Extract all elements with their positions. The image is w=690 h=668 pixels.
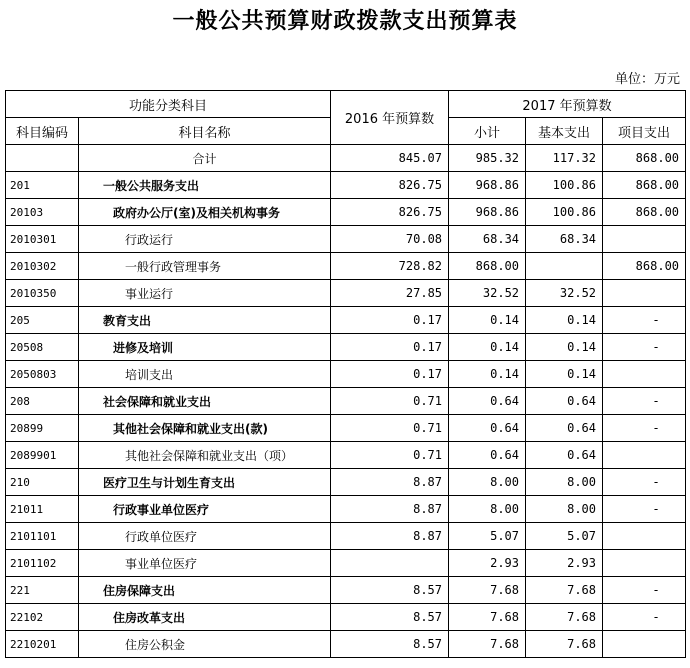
row-subtotal: 2.93 xyxy=(449,550,526,577)
row-project xyxy=(603,226,686,253)
row-b2016: 8.57 xyxy=(331,604,449,631)
row-project xyxy=(603,361,686,388)
total-project: 868.00 xyxy=(603,145,686,172)
row-code: 20103 xyxy=(6,199,79,226)
row-b2016: 728.82 xyxy=(331,253,449,280)
row-basic: 0.64 xyxy=(526,388,603,415)
row-b2016: 70.08 xyxy=(331,226,449,253)
header-subtotal: 小计 xyxy=(449,118,526,145)
total-b2016: 845.07 xyxy=(331,145,449,172)
row-code: 2010301 xyxy=(6,226,79,253)
row-name: 其他社会保障和就业支出(款) xyxy=(79,415,331,442)
table-row xyxy=(6,496,686,523)
row-project xyxy=(603,442,686,469)
row-name: 住房保障支出 xyxy=(79,577,331,604)
header-project: 项目支出 xyxy=(603,118,686,145)
header-row-1 xyxy=(6,91,686,118)
row-code: 208 xyxy=(6,388,79,415)
row-code: 2101101 xyxy=(6,523,79,550)
row-name: 行政事业单位医疗 xyxy=(79,496,331,523)
row-name: 一般行政管理事务 xyxy=(79,253,331,280)
total-label: 合计 xyxy=(79,145,331,172)
table-row xyxy=(6,577,686,604)
row-name: 事业运行 xyxy=(79,280,331,307)
row-project xyxy=(603,631,686,658)
row-name: 政府办公厅(室)及相关机构事务 xyxy=(79,199,331,226)
row-code: 20508 xyxy=(6,334,79,361)
row-subtotal: 5.07 xyxy=(449,523,526,550)
row-code: 201 xyxy=(6,172,79,199)
row-basic: 0.14 xyxy=(526,361,603,388)
row-project: - xyxy=(603,307,686,334)
table-row xyxy=(6,172,686,199)
row-basic: 68.34 xyxy=(526,226,603,253)
row-basic: 0.64 xyxy=(526,415,603,442)
row-name: 住房改革支出 xyxy=(79,604,331,631)
table-row xyxy=(6,415,686,442)
row-basic: 0.14 xyxy=(526,334,603,361)
row-subtotal: 8.00 xyxy=(449,469,526,496)
row-b2016: 826.75 xyxy=(331,199,449,226)
row-b2016: 27.85 xyxy=(331,280,449,307)
row-code: 20899 xyxy=(6,415,79,442)
row-name: 教育支出 xyxy=(79,307,331,334)
row-subtotal: 0.64 xyxy=(449,442,526,469)
row-name: 社会保障和就业支出 xyxy=(79,388,331,415)
row-project: - xyxy=(603,577,686,604)
table-row xyxy=(6,469,686,496)
row-code: 210 xyxy=(6,469,79,496)
row-project: 868.00 xyxy=(603,253,686,280)
row-b2016: 8.57 xyxy=(331,631,449,658)
row-basic: 32.52 xyxy=(526,280,603,307)
row-code: 22102 xyxy=(6,604,79,631)
row-b2016: 8.87 xyxy=(331,523,449,550)
row-subtotal: 0.64 xyxy=(449,388,526,415)
row-b2016: 0.71 xyxy=(331,415,449,442)
row-name: 一般公共服务支出 xyxy=(79,172,331,199)
table-row xyxy=(6,307,686,334)
row-basic: 0.14 xyxy=(526,307,603,334)
row-basic: 0.64 xyxy=(526,442,603,469)
header-name: 科目名称 xyxy=(79,118,331,145)
row-subtotal: 7.68 xyxy=(449,577,526,604)
row-subtotal: 0.14 xyxy=(449,307,526,334)
row-name: 行政运行 xyxy=(79,226,331,253)
row-project: - xyxy=(603,334,686,361)
row-code: 2010350 xyxy=(6,280,79,307)
row-code: 2101102 xyxy=(6,550,79,577)
header-func-group: 功能分类科目 xyxy=(6,91,331,118)
row-subtotal: 8.00 xyxy=(449,496,526,523)
row-b2016 xyxy=(331,550,449,577)
row-basic: 7.68 xyxy=(526,604,603,631)
row-name: 医疗卫生与计划生育支出 xyxy=(79,469,331,496)
row-basic: 7.68 xyxy=(526,631,603,658)
row-b2016: 8.87 xyxy=(331,469,449,496)
header-basic: 基本支出 xyxy=(526,118,603,145)
row-basic: 2.93 xyxy=(526,550,603,577)
row-subtotal: 7.68 xyxy=(449,631,526,658)
row-basic: 8.00 xyxy=(526,469,603,496)
row-subtotal: 68.34 xyxy=(449,226,526,253)
total-basic: 117.32 xyxy=(526,145,603,172)
table-row xyxy=(6,631,686,658)
row-project: - xyxy=(603,388,686,415)
row-basic: 8.00 xyxy=(526,496,603,523)
row-project: 868.00 xyxy=(603,172,686,199)
header-budget-2017: 2017 年预算数 xyxy=(449,91,686,118)
total-row xyxy=(6,145,686,172)
total-code-cell xyxy=(6,145,79,172)
table-row xyxy=(6,361,686,388)
row-b2016: 0.17 xyxy=(331,334,449,361)
header-budget-2016: 2016 年预算数 xyxy=(331,91,449,145)
table-row xyxy=(6,280,686,307)
row-code: 2210201 xyxy=(6,631,79,658)
row-subtotal: 0.14 xyxy=(449,334,526,361)
row-code: 21011 xyxy=(6,496,79,523)
table-row xyxy=(6,334,686,361)
row-subtotal: 868.00 xyxy=(449,253,526,280)
row-code: 2089901 xyxy=(6,442,79,469)
row-subtotal: 0.64 xyxy=(449,415,526,442)
row-name: 住房公积金 xyxy=(79,631,331,658)
row-subtotal: 0.14 xyxy=(449,361,526,388)
row-name: 行政单位医疗 xyxy=(79,523,331,550)
row-project: - xyxy=(603,604,686,631)
row-b2016: 826.75 xyxy=(331,172,449,199)
row-name: 事业单位医疗 xyxy=(79,550,331,577)
row-subtotal: 7.68 xyxy=(449,604,526,631)
row-project xyxy=(603,523,686,550)
header-code: 科目编码 xyxy=(6,118,79,145)
row-code: 205 xyxy=(6,307,79,334)
row-subtotal: 32.52 xyxy=(449,280,526,307)
table-row xyxy=(6,253,686,280)
row-code: 221 xyxy=(6,577,79,604)
table-row xyxy=(6,550,686,577)
row-name: 培训支出 xyxy=(79,361,331,388)
page-title: 一般公共预算财政拨款支出预算表 xyxy=(172,8,518,34)
table-row xyxy=(6,604,686,631)
row-project xyxy=(603,550,686,577)
table-row xyxy=(6,388,686,415)
row-code: 2050803 xyxy=(6,361,79,388)
row-project: - xyxy=(603,469,686,496)
row-project xyxy=(603,280,686,307)
row-name: 其他社会保障和就业支出（项） xyxy=(79,442,331,469)
row-b2016: 0.71 xyxy=(331,388,449,415)
row-b2016: 0.17 xyxy=(331,361,449,388)
row-b2016: 0.17 xyxy=(331,307,449,334)
row-code: 2010302 xyxy=(6,253,79,280)
row-basic xyxy=(526,253,603,280)
row-b2016: 0.71 xyxy=(331,442,449,469)
row-basic: 100.86 xyxy=(526,172,603,199)
row-project: - xyxy=(603,496,686,523)
row-subtotal: 968.86 xyxy=(449,172,526,199)
budget-table xyxy=(5,90,686,658)
row-basic: 7.68 xyxy=(526,577,603,604)
unit-label: 单位：万元 xyxy=(614,72,680,87)
row-name: 进修及培训 xyxy=(79,334,331,361)
table-row xyxy=(6,199,686,226)
row-b2016: 8.87 xyxy=(331,496,449,523)
table-row xyxy=(6,442,686,469)
row-project: - xyxy=(603,415,686,442)
row-project: 868.00 xyxy=(603,199,686,226)
total-subtotal: 985.32 xyxy=(449,145,526,172)
row-subtotal: 968.86 xyxy=(449,199,526,226)
row-b2016: 8.57 xyxy=(331,577,449,604)
row-basic: 5.07 xyxy=(526,523,603,550)
row-basic: 100.86 xyxy=(526,199,603,226)
table-row xyxy=(6,523,686,550)
table-row xyxy=(6,226,686,253)
